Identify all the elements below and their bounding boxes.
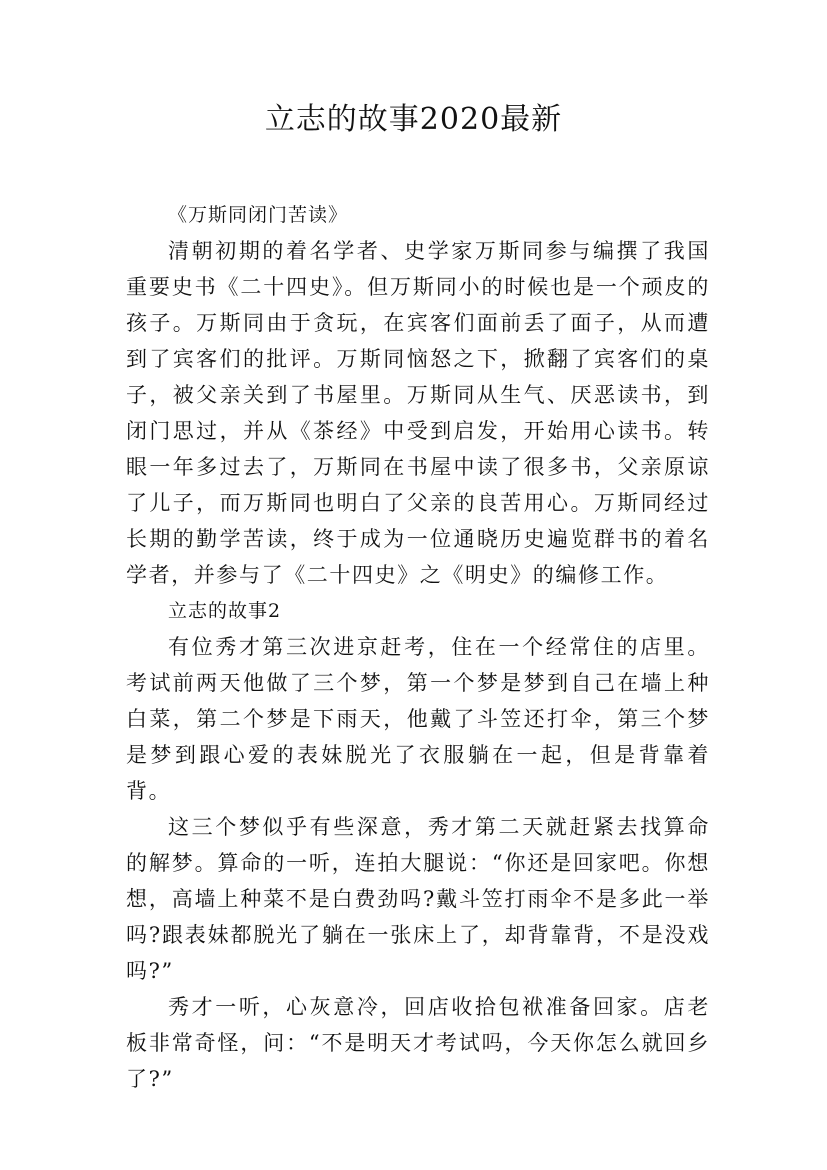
- paragraph-wansitong-story: 清朝初期的着名学者、史学家万斯同参与编撰了我国重要史书《二十四史》。但万斯同小的时候也是一个顽皮的孩子。万斯同由于贪玩，在宾客们面前丢了面子，从而遭到了宾客们的批评。万斯同恼怒之下，掀翻了宾客们的桌子，被父亲关到了书屋里。万斯同从生气、厌恶读书，到闭门思过，并从《茶经》中受到启发，开始用心读书。转眼一年多过去了，万斯同在书屋中读了很多书，父亲原谅了儿子，而万斯同也明白了父亲的良苦用心。万斯同经过长期的勤学苦读，终于成为一位通晓历史遍览群书的着名学者，并参与了《二十四史》之《明史》的编修工作。: [126, 239, 710, 587]
- document-title: 立志的故事2020最新: [264, 102, 563, 137]
- section-heading-wansitong: 《万斯同闭门苦读》: [168, 204, 349, 226]
- paragraph-innkeeper: 秀才一听，心灰意冷，回店收拾包袱准备回家。店老板非常奇怪，问：“不是明天才考试吗，今天你怎么就回乡了?”: [126, 995, 710, 1091]
- section-heading-story-2: 立志的故事2: [168, 600, 282, 622]
- paragraph-scholar-dreams: 有位秀才第三次进京赶考，住在一个经常住的店里。考试前两天他做了三个梦，第一个梦是梦到自己在墙上种白菜，第二个梦是下雨天，他戴了斗笠还打伞，第三个梦是梦到跟心爱的表妹脱光了衣服躺在一起，但是背靠着背。: [126, 635, 710, 803]
- paragraph-fortune-teller: 这三个梦似乎有些深意，秀才第二天就赶紧去找算命的解梦。算命的一听，连拍大腿说：“你还是回家吧。你想想，高墙上种菜不是白费劲吗?戴斗笠打雨伞不是多此一举吗?跟表妹都脱光了躺在一张床上了，却背靠背，不是没戏吗?”: [126, 815, 710, 983]
- document-body: [126, 197, 710, 1097]
